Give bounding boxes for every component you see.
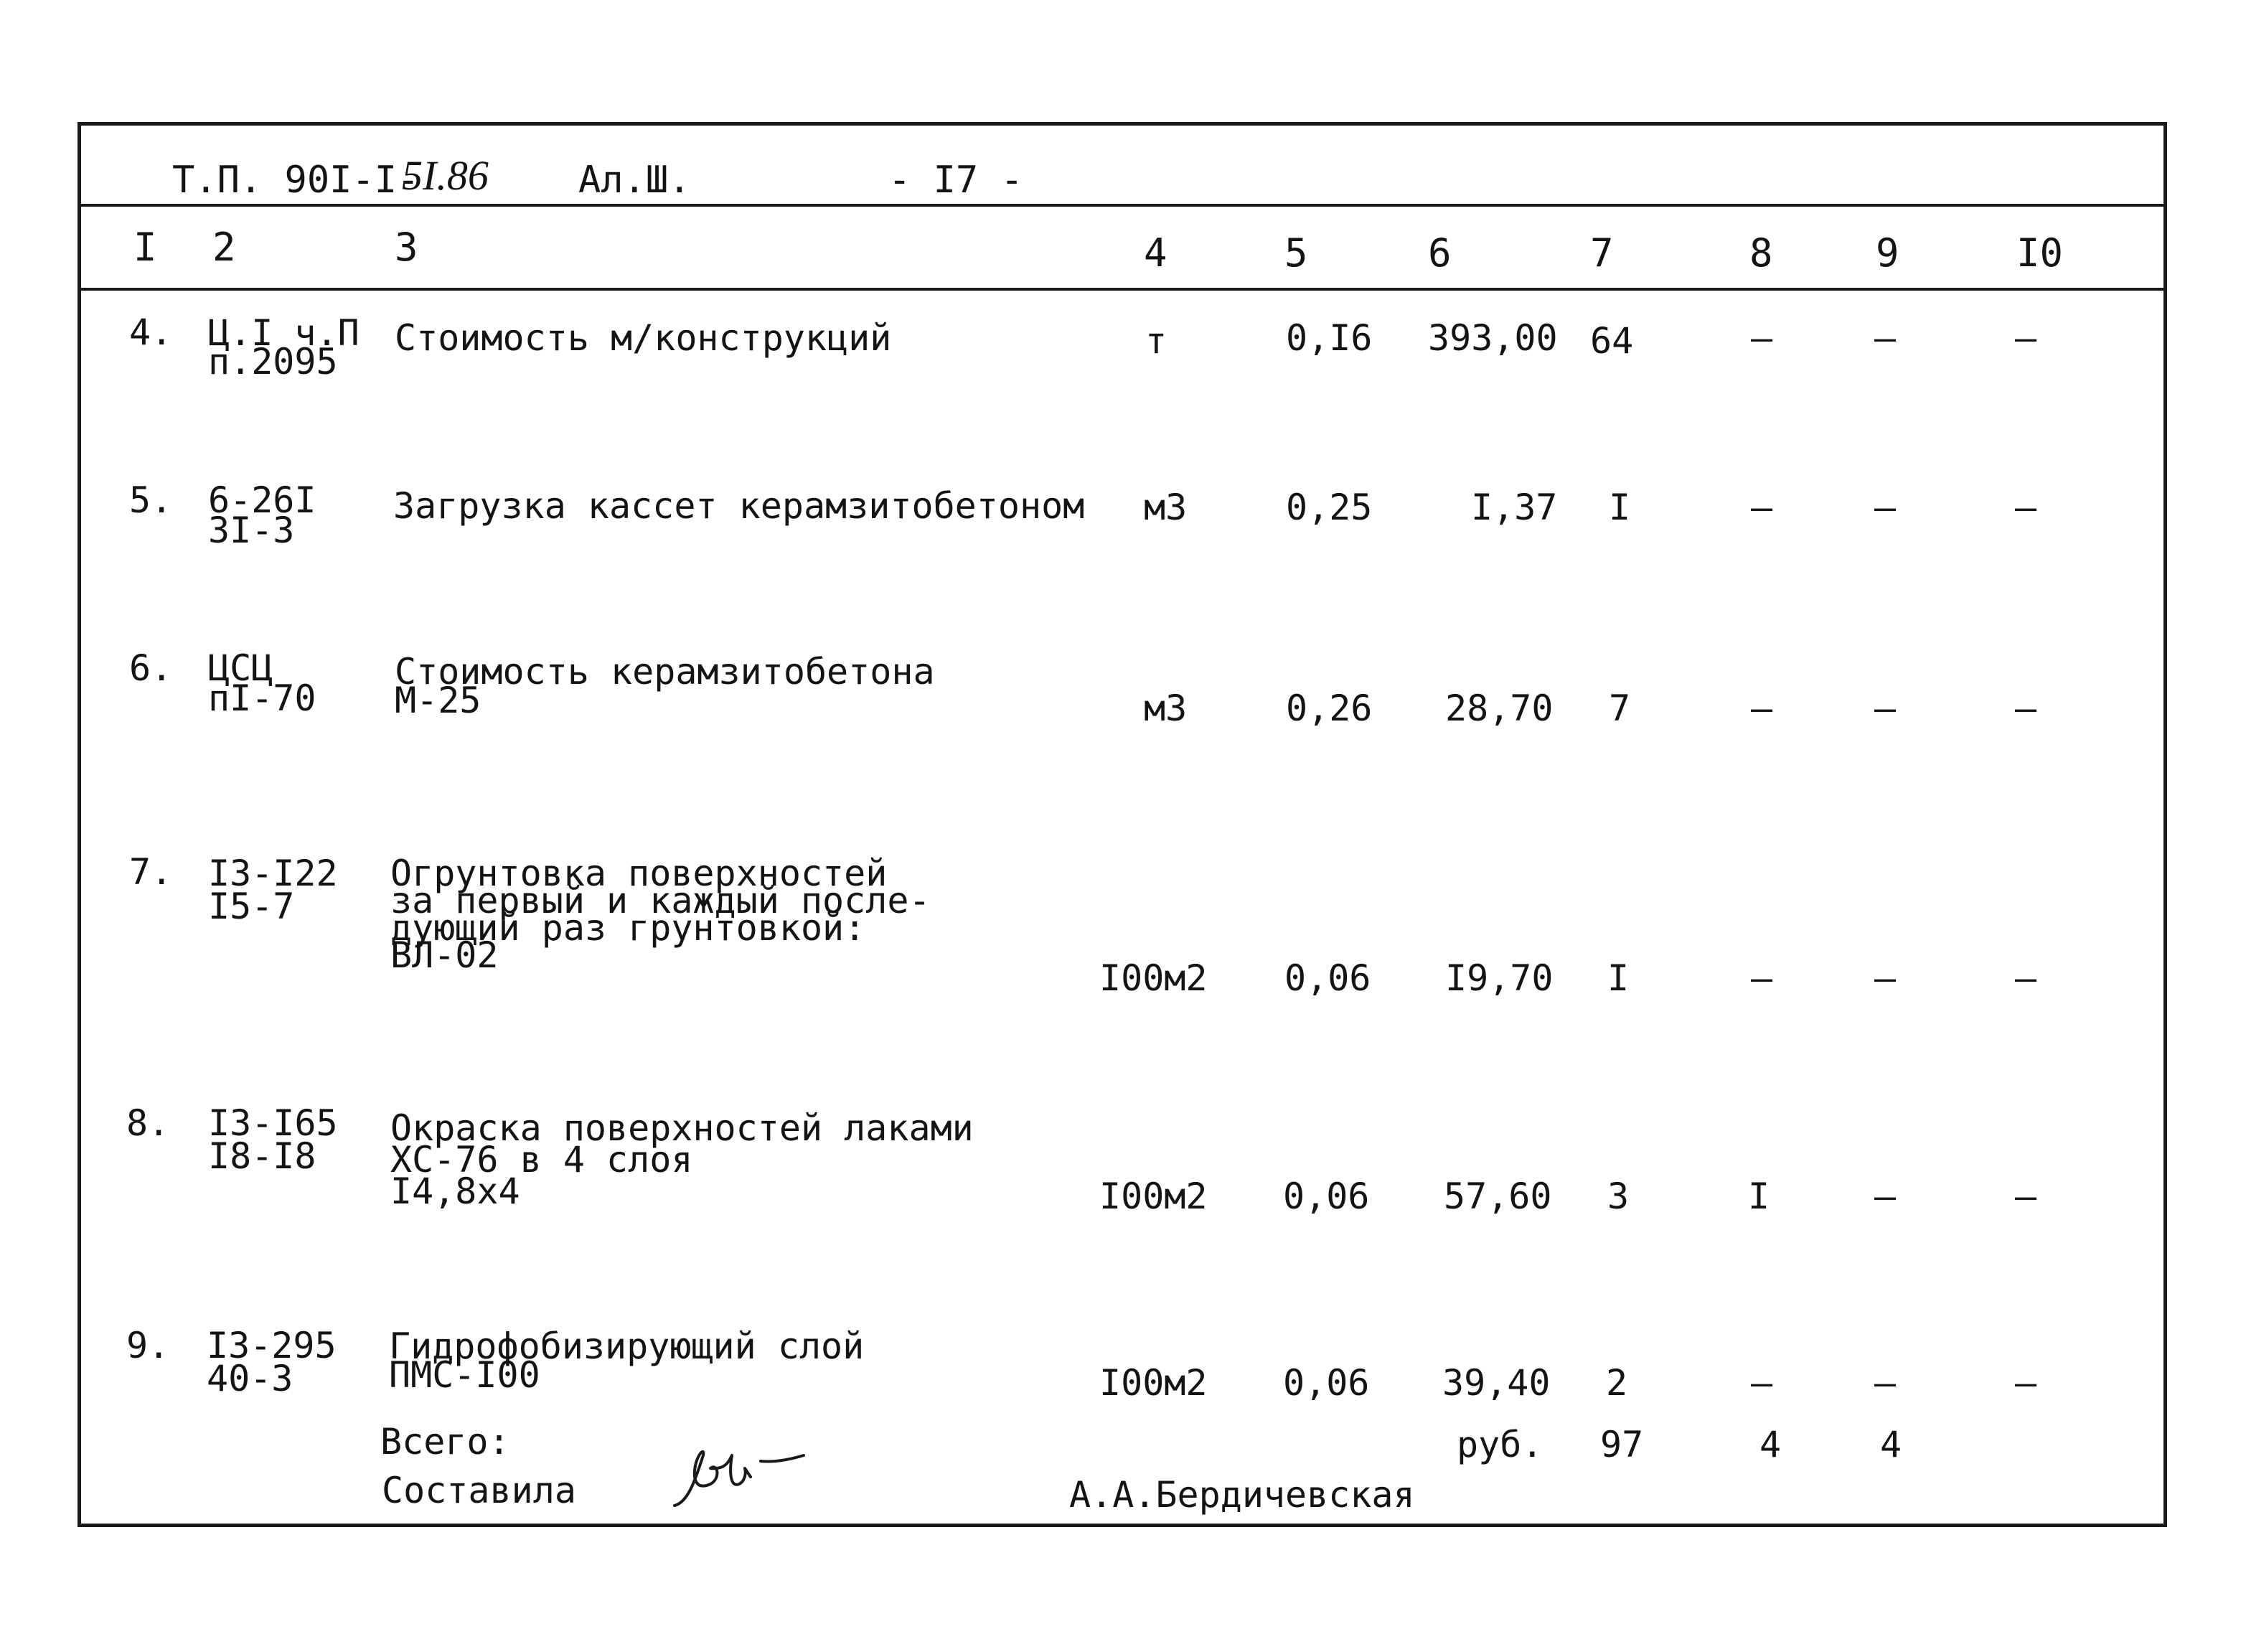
row-col10: –	[2015, 687, 2037, 729]
column-header-5: 5	[1284, 230, 1308, 276]
totals-col7: 97	[1600, 1424, 1644, 1465]
row-number: 4.	[129, 311, 173, 353]
row-number: 8.	[126, 1102, 170, 1144]
album-label: Ал.Ш.	[578, 159, 691, 202]
doc-prefix: Т.П. 90I-I-	[172, 159, 420, 202]
row-quantity: 0,I6	[1286, 317, 1373, 359]
column-header-3: 3	[395, 225, 418, 270]
row-number: 6.	[129, 647, 173, 689]
row-col8: –	[1751, 1362, 1773, 1404]
column-header-6: 6	[1428, 230, 1452, 276]
row-col8: I	[1748, 1175, 1770, 1217]
row-col8: –	[1751, 687, 1773, 729]
row-quantity: 0,06	[1283, 1362, 1370, 1404]
row-col7: 3	[1607, 1175, 1630, 1217]
row-col7: 64	[1590, 320, 1634, 362]
row-code: I3-I22 I5-7	[208, 853, 338, 927]
row-unit-price: I9,70	[1445, 957, 1554, 999]
row-col10: –	[2015, 317, 2037, 359]
row-unit-price: 393,00	[1428, 317, 1558, 359]
row-number: 5.	[129, 479, 173, 521]
totals-label: Всего:	[380, 1421, 510, 1463]
row-code: ЦСЦ пI-70	[208, 647, 316, 719]
row-description: Огрунтовка поверхностей за первый и каждый после- дующий раз грунтовкой: ВЛ-02	[390, 853, 931, 976]
row-code: Ц.I ч.П п.2095	[208, 312, 360, 383]
row-number: 9.	[126, 1325, 170, 1366]
row-col9: –	[1874, 957, 1897, 999]
row-unit: I00м2	[1099, 1362, 1208, 1404]
row-unit-price: 39,40	[1442, 1362, 1551, 1404]
column-header-10: I0	[2016, 230, 2064, 276]
row-col7: I	[1607, 957, 1630, 999]
row-col7: I	[1609, 487, 1631, 528]
column-header-7: 7	[1590, 230, 1614, 276]
column-header-9: 9	[1876, 230, 1899, 276]
row-code: 6-26I 3I-3	[208, 479, 316, 551]
row-code: I3-I65 I8-I8	[208, 1102, 338, 1177]
row-description: Гидрофобизирующий слой ПМС-I00	[389, 1325, 865, 1396]
row-unit-price: 28,70	[1445, 687, 1554, 729]
row-col10: –	[2015, 1362, 2037, 1404]
row-quantity: 0,25	[1286, 487, 1373, 528]
row-col9: –	[1874, 487, 1897, 528]
handwritten-signature	[660, 1434, 811, 1520]
row-unit: I00м2	[1099, 1175, 1208, 1217]
column-header-1: I	[133, 225, 157, 270]
row-unit: т	[1145, 320, 1167, 362]
row-unit-price: I,37	[1471, 487, 1558, 528]
row-col9: –	[1874, 1175, 1897, 1217]
header-rule	[81, 204, 2163, 207]
document-frame	[77, 122, 2167, 1527]
row-description: Загрузка кассет керамзитобетоном	[393, 485, 1085, 527]
totals-col8: 4	[1759, 1424, 1782, 1465]
totals-col9: 4	[1880, 1424, 1902, 1465]
row-col8: –	[1751, 317, 1773, 359]
compiler-name: А.А.Бердичевская	[1069, 1474, 1415, 1516]
row-unit-price: 57,60	[1444, 1175, 1552, 1217]
doc-number-handwritten: 5I.86	[402, 152, 489, 199]
compiled-by-label: Составила	[382, 1470, 576, 1511]
row-number: 7.	[129, 851, 173, 893]
row-quantity: 0,06	[1283, 1175, 1370, 1217]
row-description: Окраска поверхностей лаками ХС-76 в 4 слоя I4,8х4	[390, 1107, 974, 1212]
row-unit: I00м2	[1099, 957, 1208, 999]
row-description: Стоимость м/конструкций	[395, 317, 892, 359]
row-code: I3-295 40-3	[207, 1325, 337, 1399]
row-col9: –	[1874, 317, 1897, 359]
row-col10: –	[2015, 957, 2037, 999]
row-col10: –	[2015, 487, 2037, 528]
column-header-rule	[81, 288, 2163, 291]
column-header-2: 2	[212, 225, 236, 270]
row-col7: 7	[1609, 687, 1631, 729]
page-number: - I7 -	[888, 159, 1023, 202]
row-col8: –	[1751, 487, 1773, 528]
row-unit: м3	[1144, 487, 1188, 528]
row-col10: –	[2015, 1175, 2037, 1217]
row-col7: 2	[1606, 1362, 1628, 1404]
column-header-4: 4	[1144, 230, 1167, 276]
row-description: Стоимость керамзитобетона М-25	[395, 651, 935, 721]
row-unit: м3	[1144, 687, 1188, 729]
row-quantity: 0,06	[1284, 957, 1371, 999]
row-col8: –	[1751, 957, 1773, 999]
row-quantity: 0,26	[1286, 687, 1373, 729]
row-col9: –	[1874, 1362, 1897, 1404]
row-col9: –	[1874, 687, 1897, 729]
column-header-8: 8	[1749, 230, 1773, 276]
totals-currency: руб.	[1457, 1424, 1543, 1465]
